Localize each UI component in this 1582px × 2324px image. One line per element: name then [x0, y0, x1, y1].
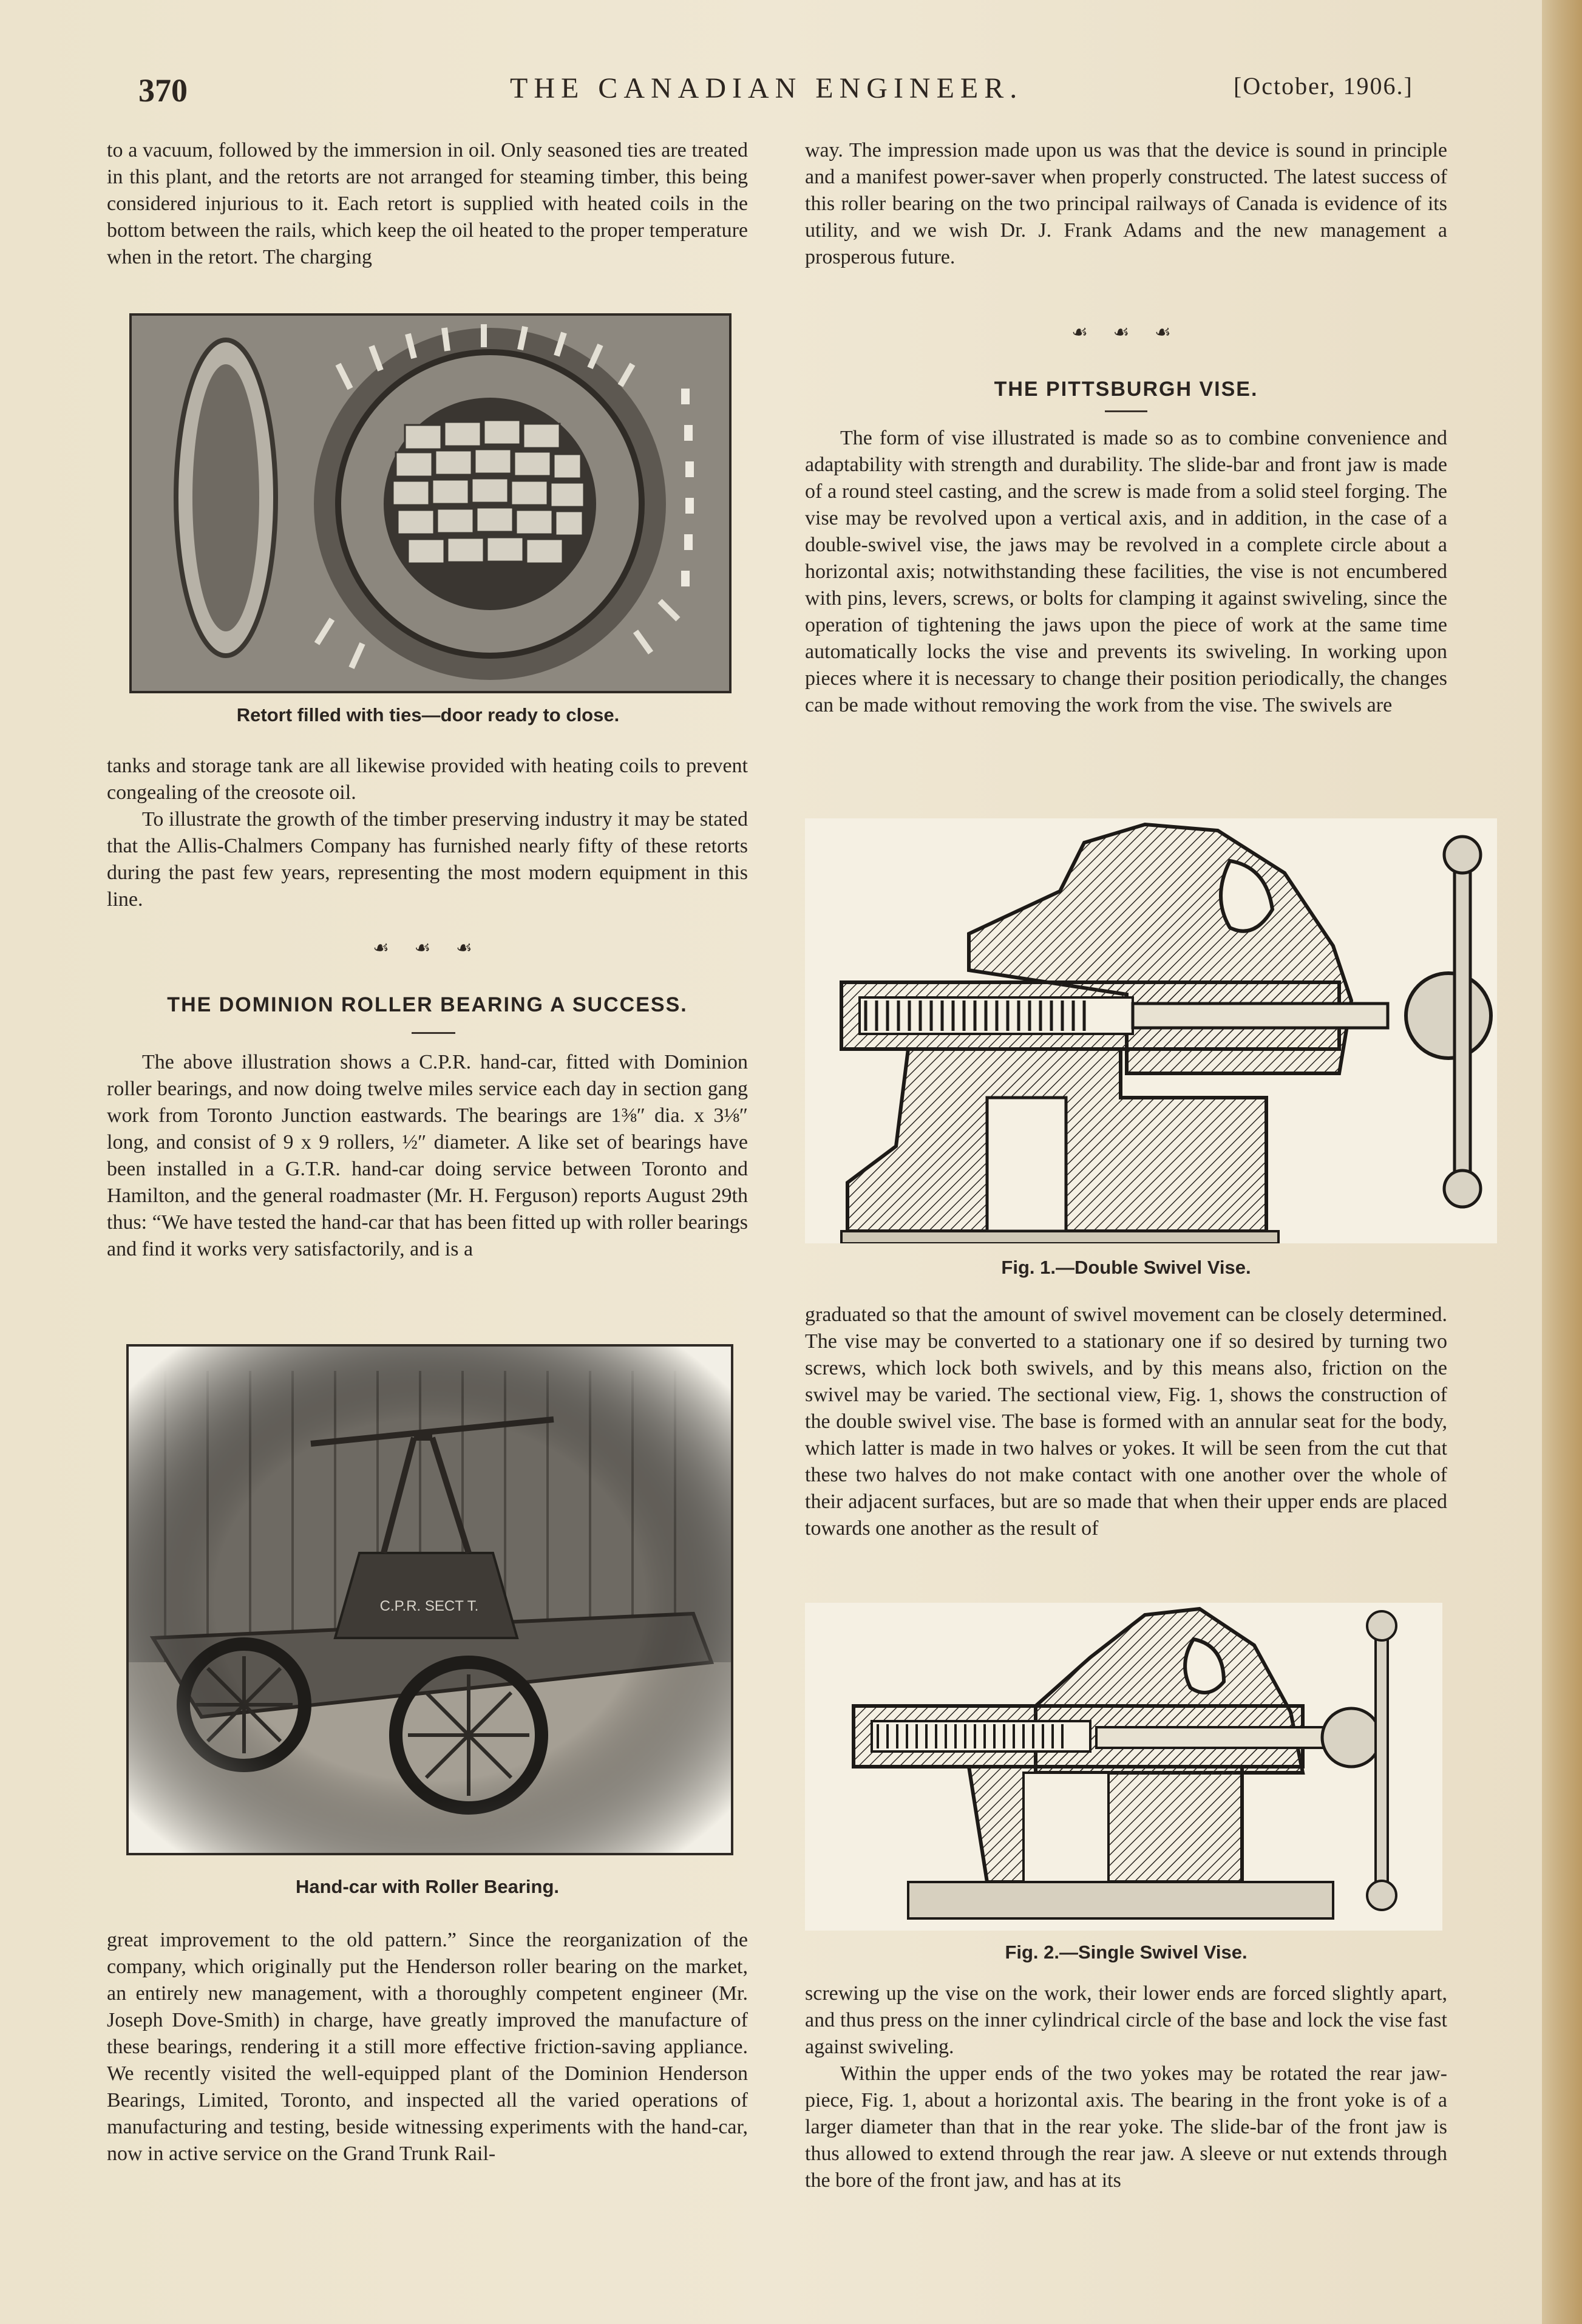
left-improvement-text — [107, 1927, 748, 2167]
paragraph-intro: to a vacuum, followed by the immersion in oil. Only seasoned ties are treated in this plant, and the retorts are not arranged for steaming timber, this being considered injurious to it. Each retort is supplied with heated coils in the bottom between the rails, which keep the oil heated to the proper temperature when in the retort. The charging — [107, 139, 748, 268]
page-binding-edge — [1542, 0, 1582, 2324]
fig1-caption: Fig. 1.—Double Swivel Vise. — [1001, 1257, 1251, 1278]
double-swivel-vise-drawing — [805, 818, 1497, 1243]
right-graduated-text — [805, 1302, 1447, 1542]
handcar-photo — [126, 1344, 733, 1855]
article-heading-vise: THE PITTSBURGH VISE. — [994, 378, 1258, 401]
retort-illustration — [132, 316, 729, 691]
issue-date: [October, 1906.] — [1234, 72, 1413, 100]
retort-photo — [129, 313, 732, 693]
paragraph-way: way. The impression made upon us was that the device is sound in principle and a manifest power-saver when properly constructed. The latest success of this roller bearing on the two principal railways of Canada is evidence of its utility, and we wish Dr. J. Frank Adams and the new management a prosperous future. — [805, 139, 1447, 268]
paragraph-tanks: tanks and storage tank are all likewise provided with heating coils to prevent congealing of the creosote oil. — [107, 755, 748, 804]
retort-caption: Retort filled with ties—door ready to close. — [236, 704, 620, 725]
paragraph-growth: To illustrate the growth of the timber preserving industry it may be stated that the Allis-Chalmers Company has furnished nearly fifty of these retorts during the past few years, representing the most modern equipment in this line. — [107, 808, 748, 911]
paragraph-graduated: graduated so that the amount of swivel movement can be closely determined. The vise may be converted to a stationary one if so desired by turning two screws, which lock both swivels, and by this means also, friction on the swivel may be varied. The sectional view, Fig. 1, shows the construction of the double swivel vise. The base is formed with an annular seat for the body, which latter is made in two halves or yokes. It will be seen from the cut that these two halves do not make contact with one another over the whole of their adjacent surfaces, but are so made that when their upper ends are placed towards one another as the result of — [805, 1303, 1447, 1540]
left-retort-text — [107, 753, 748, 913]
left-bearing-text — [107, 1049, 748, 1263]
heading-rule-right — [1105, 410, 1147, 412]
figure-single-swivel-vise — [805, 1603, 1442, 1931]
fig2-caption: Fig. 2.—Single Swivel Vise. — [1005, 1942, 1248, 1963]
left-intro-paragraph — [107, 137, 748, 271]
paragraph-within: Within the upper ends of the two yokes may be rotated the rear jaw-piece, Fig. 1, about a horizontal axis. The bearing in the front yoke is of a larger diameter than that in the rear yoke. The slide-bar of the front jaw is thus allowed to extend through the rear jaw. A sleeve or nut extends through the bore of the front jaw, and has at its — [805, 2062, 1447, 2192]
handcar-caption: Hand-car with Roller Bearing. — [295, 1876, 560, 1897]
single-swivel-vise-drawing — [805, 1603, 1442, 1931]
heading-rule — [412, 1032, 455, 1034]
section-ornament-right: ☙ ☙ ☙ — [1071, 322, 1181, 343]
running-head: THE CANADIAN ENGINEER. — [510, 72, 1024, 104]
handcar-illustration — [129, 1347, 731, 1853]
right-screwing-text — [805, 1980, 1447, 2194]
right-vise-text — [805, 425, 1447, 719]
paragraph-improvement: great improvement to the old pattern.” Since the reorganization of the company, which originally put the Henderson roller bearing on the market, an entirely new management, with a thoroughly competent engineer (Mr. Joseph Dove-Smith) in charge, have greatly improved the manufacture of these bearings, rendering it a still more effective friction-saving appliance. We recently visited the well-equipped plant of the Dominion Henderson Bearings, Limited, Toronto, and inspected all the varied operations of manufacturing and testing, beside witnessing experiments with the hand-car, now in active service on the Grand Trunk Rail- — [107, 1929, 748, 2165]
section-ornament: ☙ ☙ ☙ — [373, 937, 482, 959]
article-heading-roller-bearing: THE DOMINION ROLLER BEARING A SUCCESS. — [167, 993, 688, 1016]
figure-double-swivel-vise — [805, 818, 1497, 1243]
paragraph-form: The form of vise illustrated is made so as to combine convenience and adaptability with strength and durability. The slide-bar and front jaw is made of a round steel casting, and the screw is made from a solid steel forging. The vise may be revolved upon a vertical axis, and in addition, in the case of a double-swivel vise, the jaws may be revolved in a complete circle about a horizontal axis; notwithstanding these facilities, the vise is not encumbered with pins, levers, screws, or bolts for clamping it against swiveling, since the operation of tightening the jaws upon the piece of work at the same time automatically locks the vise and prevents its swiveling. In working upon pieces where it is necessary to change their position periodically, the changes can be made without removing the work from the vise. The swivels are — [805, 427, 1447, 716]
right-way-text — [805, 137, 1447, 271]
page-number: 370 — [138, 72, 188, 109]
paragraph-bearing: The above illustration shows a C.P.R. hand-car, fitted with Dominion roller bearings, and now doing twelve miles service each day in section gang work from Toronto Junction eastwards. The bearings are 1⅜″ dia. x 3⅛″ long, and consist of 9 x 9 rollers, ½″ diameter. A like set of bearings have been installed in a G.T.R. hand-car doing service between Toronto and Hamilton, and the general roadmaster (Mr. H. Ferguson) reports August 29th thus: “We have tested the hand-car that has been fitted up with roller bearings and find it works very satisfactorily, and is a — [107, 1051, 748, 1260]
paragraph-screwing: screwing up the vise on the work, their lower ends are forced slightly apart, and thus press on the inner cylindrical circle of the base and lock the vise fast against swiveling. — [805, 1982, 1447, 2058]
